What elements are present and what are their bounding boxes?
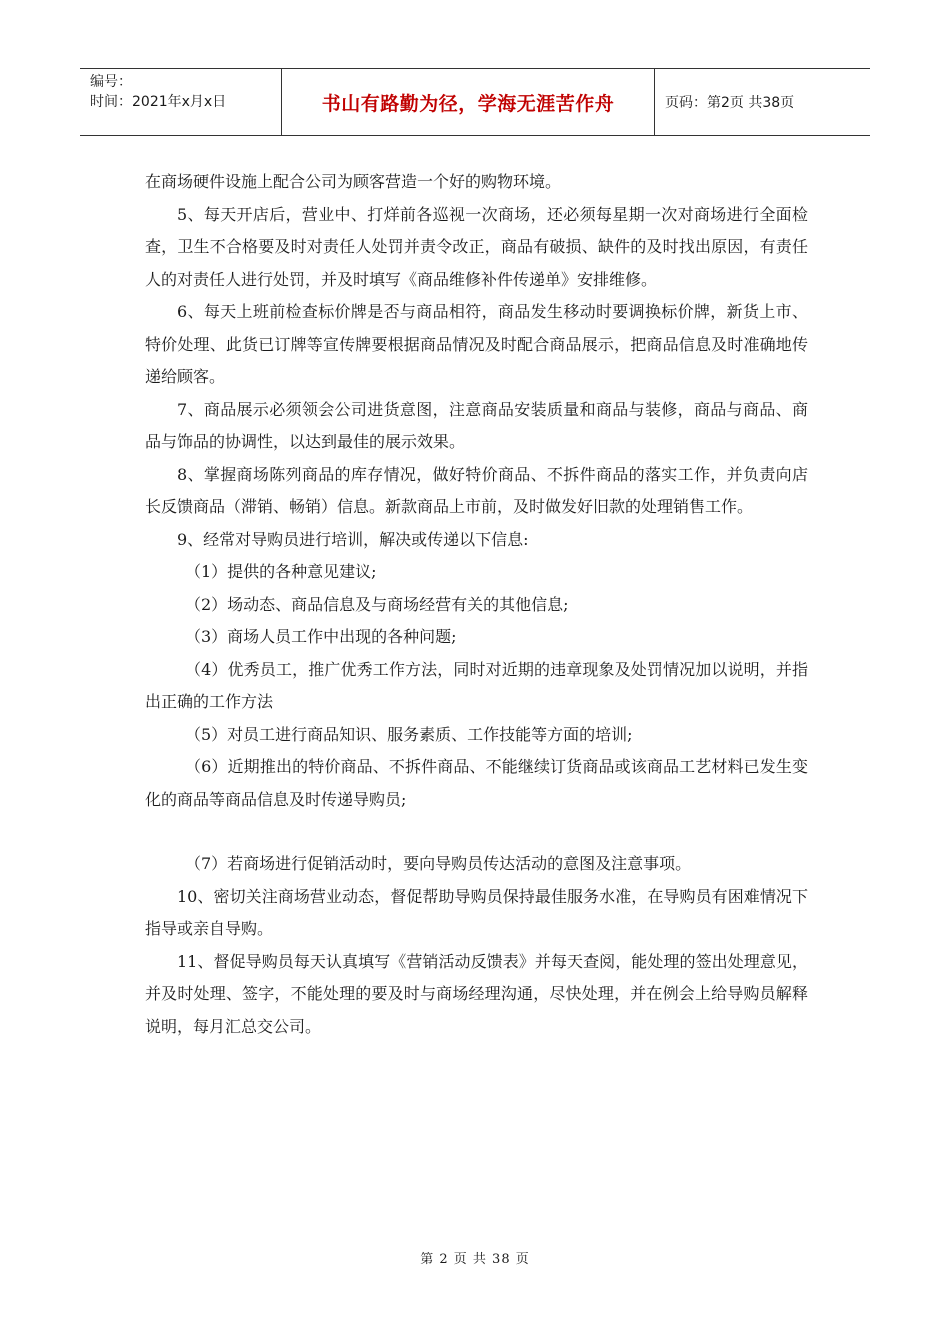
paragraph-item-7: 7、商品展示必须领会公司进货意图，注意商品安装质量和商品与装修，商品与商品、商品与饰品的协调性，以达到最佳的展示效果。 — [145, 399, 808, 451]
document-body — [145, 166, 808, 1043]
sub-item-1: （1）提供的各种意见建议; — [185, 562, 377, 581]
document-number-label: 编号： — [90, 74, 132, 90]
page-footer: 第 2 页 共 38 页 — [420, 1252, 530, 1267]
header-page-info: 页码：第2页 共38页 — [665, 95, 795, 111]
paragraph-continued: 在商场硬件设施上配合公司为顾客营造一个好的购物环境。 — [145, 172, 562, 191]
paragraph-item-9: 9、经常对导购员进行培训，解决或传递以下信息: — [177, 529, 529, 549]
sub-item-5: （5）对员工进行商品知识、服务素质、工作技能等方面的培训; — [185, 724, 633, 744]
header-motto: 书山有路勤为径，学海无涯苦作舟 — [282, 69, 655, 135]
sub-item-4: （4）优秀员工，推广优秀工作方法，同时对近期的违章现象及处罚情况加以说明，并指出正确的工作方法 — [145, 659, 808, 711]
paragraph-item-11: 11、督促导购员每天认真填写《营销活动反馈表》并每天查阅，能处理的签出处理意见，并及时处理、签字，不能处理的要及时与商场经理沟通，尽快处理，并在例会上给导购员解释说明，每月汇总交公司。 — [145, 951, 808, 1036]
sub-item-3: （3）商场人员工作中出现的各种问题; — [185, 627, 457, 646]
sub-item-6: （6）近期推出的特价商品、不拆件商品、不能继续订货商品或该商品工艺材料已发生变化的商品等商品信息及时传递导购员; — [145, 757, 808, 809]
document-time: 时间：2021年x月x日 — [90, 94, 227, 110]
document-header — [80, 68, 870, 136]
header-meta — [80, 69, 282, 135]
paragraph-item-6: 6、每天上班前检查标价牌是否与商品相符，商品发生移动时要调换标价牌，新货上市、特价处理、此货已订牌等宣传牌要根据商品情况及时配合商品展示，把商品信息及时准确地传递给顾客。 — [145, 302, 808, 386]
paragraph-item-10: 10、密切关注商场营业动态，督促帮助导购员保持最佳服务水准，在导购员有困难情况下指导或亲自导购。 — [145, 886, 808, 938]
paragraph-item-8: 8、掌握商场陈列商品的库存情况，做好特价商品、不拆件商品的落实工作，并负责向店长反馈商品（滞销、畅销）信息。新款商品上市前，及时做发好旧款的处理销售工作。 — [145, 464, 808, 516]
blank-line — [145, 816, 808, 848]
paragraph-item-5: 5、每天开店后，营业中、打烊前各巡视一次商场，还必须每星期一次对商场进行全面检查，卫生不合格要及时对责任人处罚并责令改正，商品有破损、缺件的及时找出原因，有责任人的对责任人进行处罚，并及时填写《商品维修补件传递单》安排维修。 — [145, 204, 808, 289]
sub-item-7: （7）若商场进行促销活动时，要向导购员传达活动的意图及注意事项。 — [185, 854, 692, 873]
sub-item-2: （2）场动态、商品信息及与商场经营有关的其他信息; — [185, 594, 569, 614]
